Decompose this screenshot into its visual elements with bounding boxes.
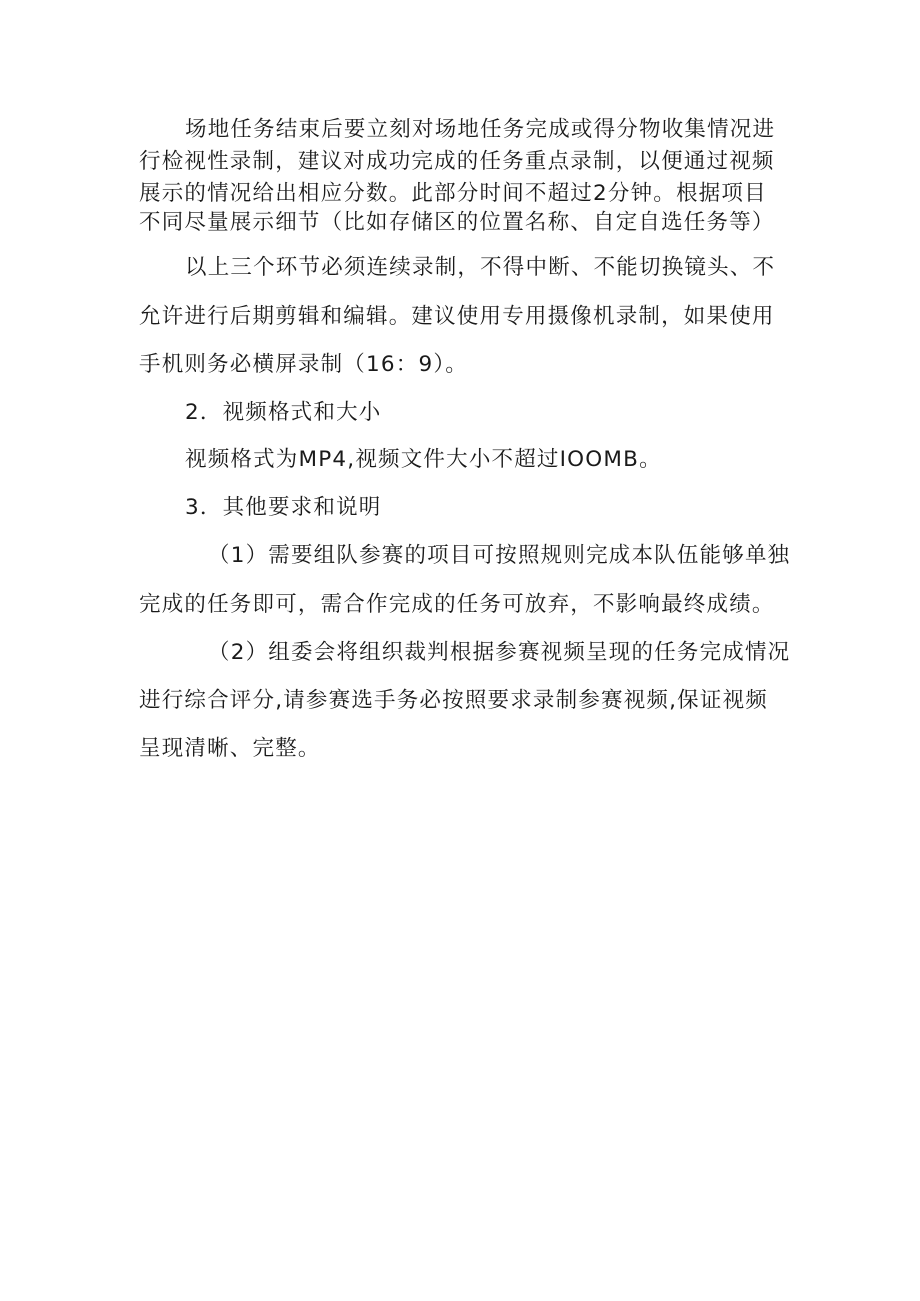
text-line: 行检视性录制，建议对成功完成的任务重点录制，以便通过视频 (139, 149, 775, 174)
section-heading: 3．其他要求和说明 (185, 495, 382, 520)
text-line: 完成的任务即可，需合作完成的任务可放弃，不影响最终成绩。 (139, 592, 775, 617)
section-heading: 2．视频格式和大小 (185, 400, 382, 425)
text-line: 进行综合评分,请参赛选手务必按照要求录制参赛视频,保证视频 (139, 688, 768, 713)
text-line: 手机则务必横屏录制（16：9）。 (139, 352, 468, 377)
text-line: 不同尽量展示细节（比如存储区的位置名称、自定自选任务等） (139, 210, 775, 235)
text-line: （1）需要组队参赛的项目可按照规则完成本队伍能够单独 (208, 543, 791, 568)
text-line: 视频格式为MP4,视频文件大小不超过IOOMB。 (185, 447, 662, 472)
text-line: （2）组委会将组织裁判根据参赛视频呈现的任务完成情况 (208, 640, 791, 665)
text-line: 以上三个环节必须连续录制，不得中断、不能切换镜头、不 (185, 255, 776, 280)
text-line: 呈现清晰、完整。 (139, 736, 321, 761)
text-line: 允许进行后期剪辑和编辑。建议使用专用摄像机录制，如果使用 (139, 304, 775, 329)
text-line: 场地任务结束后要立刻对场地任务完成或得分物收集情况进 (185, 117, 776, 142)
text-line: 展示的情况给出相应分数。此部分时间不超过2分钟。根据项目 (139, 181, 767, 206)
